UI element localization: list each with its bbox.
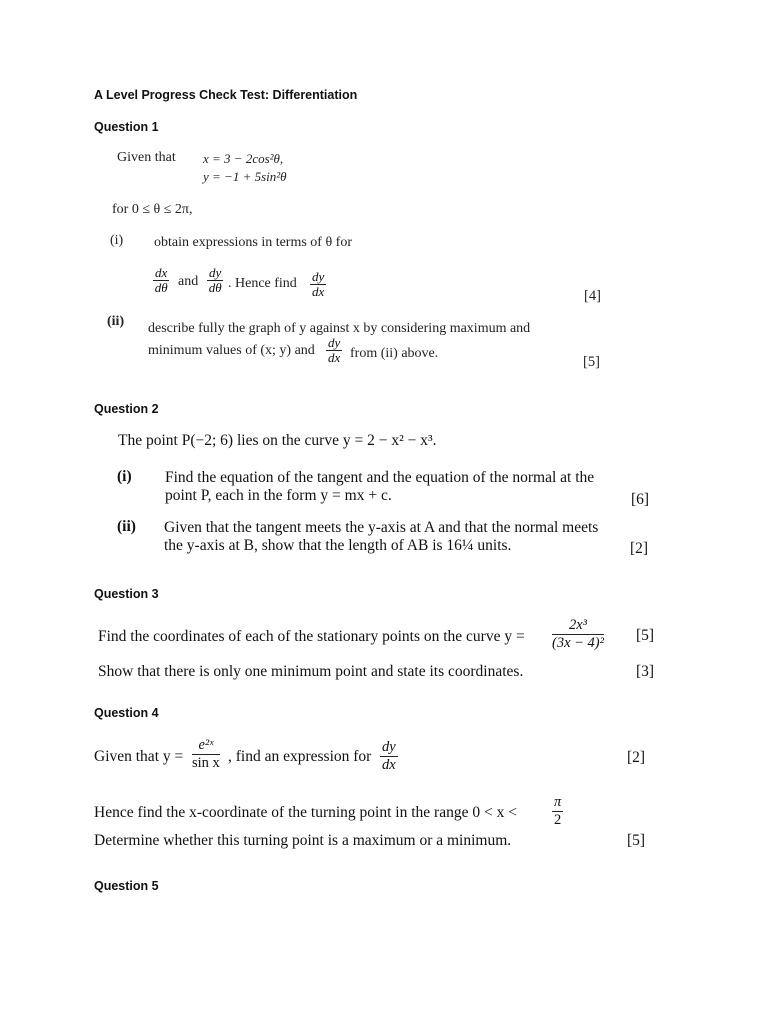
q1-heading: Question 1 xyxy=(94,120,159,134)
q1-hence-find: . Hence find xyxy=(228,276,297,291)
q4-fraction-y xyxy=(192,738,220,772)
q2-part-i-text-2: point P, each in the form y = mx + c. xyxy=(165,487,392,504)
frac-numerator: 2x³ xyxy=(552,618,604,635)
q4-hence-text: Hence find the x-coordinate of the turning point in the range 0 < x < xyxy=(94,804,517,821)
q1-and-word: and xyxy=(178,274,199,289)
q2-part-ii-text-1: Given that the tangent meets the y-axis at A and that the normal meets xyxy=(164,519,599,536)
q5-heading: Question 5 xyxy=(94,879,159,893)
q3-line-2: Show that there is only one minimum point and state its coordinates. xyxy=(98,663,524,680)
frac-numerator: π xyxy=(554,794,562,810)
frac-numerator: dy xyxy=(328,335,341,350)
frac-denominator: dx xyxy=(382,756,396,773)
q2-part-ii-text-2: the y-axis at B, show that the length of AB is 16¼ units. xyxy=(164,537,512,554)
q1-part-ii-text-2a: minimum values of (x; y) and xyxy=(148,343,315,358)
frac-denominator: dθ xyxy=(208,280,222,296)
q1-part-i-label: (i) xyxy=(110,233,124,248)
q1-frac-dy-dtheta xyxy=(207,266,223,296)
page-title: A Level Progress Check Test: Differentiation xyxy=(94,88,358,102)
q1-part-ii-text-1: describe fully the graph of y against x by considering maximum and xyxy=(148,321,531,336)
q4-fraction-dy-dx xyxy=(380,740,398,774)
q1-range: for 0 ≤ θ ≤ 2π, xyxy=(112,202,193,217)
q4-heading: Question 4 xyxy=(94,706,159,720)
q2-part-i-mark: [6] xyxy=(631,491,650,508)
frac-denominator: dθ xyxy=(154,280,168,296)
q1-given-label: Given that xyxy=(117,150,176,165)
frac-numerator: dy xyxy=(382,739,396,755)
q2-heading: Question 2 xyxy=(94,402,159,416)
frac-numerator: dy xyxy=(209,265,222,280)
frac-numerator: e²ˣ xyxy=(192,738,220,755)
frac-numerator: dy xyxy=(312,269,325,284)
q1-frac-dy-dx-2 xyxy=(326,336,342,366)
q1-eq-y: y = −1 + 5sin²θ xyxy=(203,169,287,184)
q3-fraction xyxy=(552,618,604,652)
frac-denominator: (3x − 4)² xyxy=(552,634,604,651)
q3-mark-1: [5] xyxy=(636,627,655,644)
q3-mark-2: [3] xyxy=(636,663,655,680)
q2-part-i-text-1: Find the equation of the tangent and the equation of the normal at the xyxy=(165,469,595,486)
q4-mark-1: [2] xyxy=(627,749,646,766)
q1-part-ii-text-2b: from (ii) above. xyxy=(350,346,439,361)
frac-denominator: 2 xyxy=(554,811,562,828)
q1-part-i-text: obtain expressions in terms of θ for xyxy=(154,235,353,250)
q1-part-ii-label: (ii) xyxy=(107,314,125,329)
q1-part-i-mark: [4] xyxy=(584,288,601,304)
frac-denominator: sin x xyxy=(192,754,220,771)
q3-heading: Question 3 xyxy=(94,587,159,601)
q4-determine-text: Determine whether this turning point is a maximum or a minimum. xyxy=(94,832,512,849)
frac-numerator: dx xyxy=(155,265,168,280)
q1-eq-x: x = 3 − 2cos²θ, xyxy=(203,151,284,166)
q4-find-text: , find an expression for xyxy=(228,748,372,765)
frac-denominator: dx xyxy=(312,284,325,300)
q1-part-ii-mark: [5] xyxy=(583,354,600,370)
q3-line-1: Find the coordinates of each of the stationary points on the curve y = xyxy=(98,628,525,645)
q2-intro: The point P(−2; 6) lies on the curve y = 2 − x² − x³. xyxy=(118,432,437,449)
q4-fraction-pi-2 xyxy=(552,795,563,829)
q1-frac-dy-dx xyxy=(310,270,326,300)
q4-mark-2: [5] xyxy=(627,832,646,849)
q1-frac-dx-dtheta xyxy=(153,266,169,296)
frac-denominator: dx xyxy=(328,350,341,366)
q2-part-ii-label: (ii) xyxy=(117,518,136,535)
q2-part-i-label: (i) xyxy=(117,468,132,485)
q4-given: Given that y = xyxy=(94,748,184,765)
q2-part-ii-mark: [2] xyxy=(630,540,649,557)
